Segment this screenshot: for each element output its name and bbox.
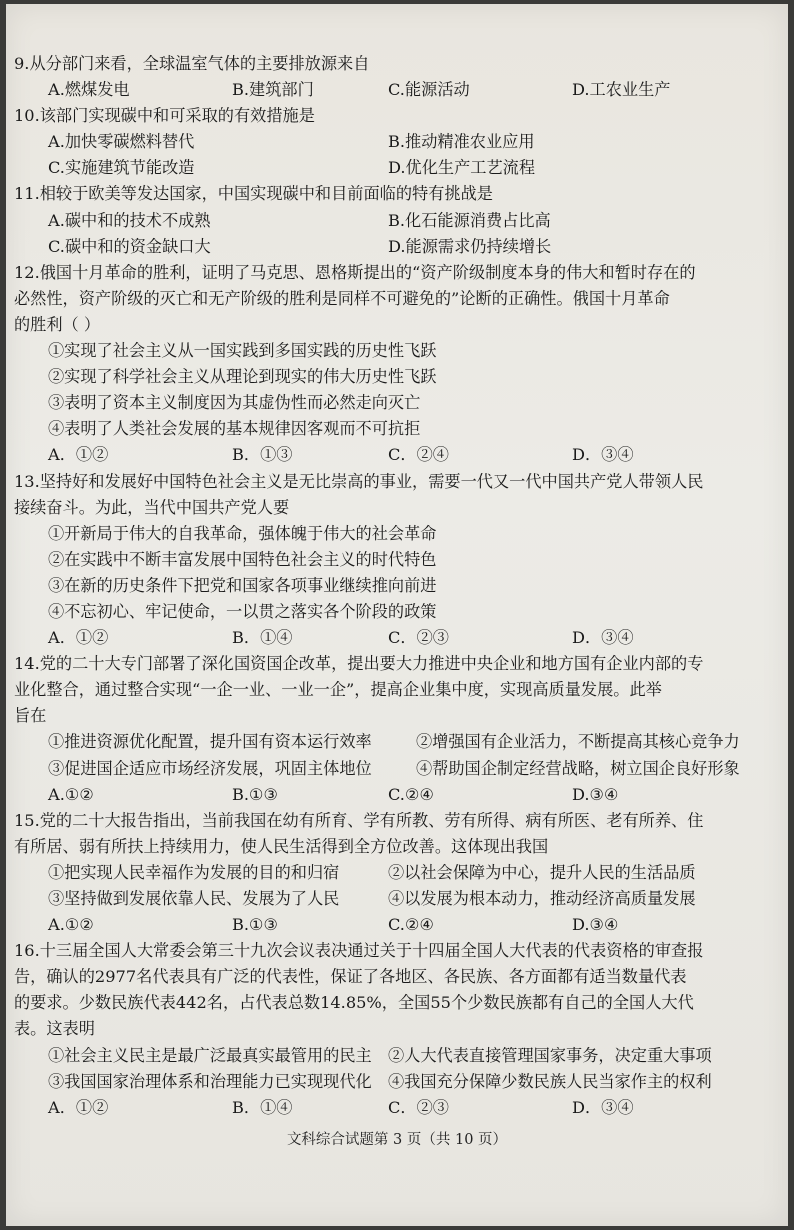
statement-item: ③在新的历史条件下把党和国家各项事业继续推向前进 <box>48 575 437 595</box>
statement-item: ①社会主义民主是最广泛最真实最管用的民主 <box>48 1045 372 1065</box>
answer-option: D.③④ <box>572 915 619 935</box>
question-stem: 14.党的二十大专门部署了深化国资国企改革，提出要大力推进中央企业和地方国有企业内部的专 <box>14 654 704 674</box>
answer-option: B.①③ <box>232 915 279 935</box>
statement-item: ④表明了人类社会发展的基本规律因客观而不可抗拒 <box>48 419 421 439</box>
question-stem: 告，确认的2977名代表具有广泛的代表性，保证了各地区、各民族、各方面都有适当数量代表 <box>14 967 687 987</box>
question-block <box>14 808 774 938</box>
statement-item: ③我国国家治理体系和治理能力已实现现代化 <box>48 1071 372 1091</box>
question-block <box>14 51 774 103</box>
statement-item: ②增强国有企业活力，不断提高其核心竞争力 <box>416 732 740 752</box>
options-row <box>14 155 774 181</box>
answer-option: C．②③ <box>388 1097 449 1117</box>
answer-option: B．①④ <box>232 628 293 648</box>
answer-option: C.能源活动 <box>388 80 470 100</box>
answer-option: C.实施建筑节能改造 <box>48 158 195 178</box>
answer-option: B.建筑部门 <box>232 80 314 100</box>
question-stem: 表。这表明 <box>14 1019 95 1039</box>
question-stem: 必然性，资产阶级的灭亡和无产阶级的胜利是同样不可避免的”论断的正确性。俄国十月革命 <box>14 288 670 308</box>
options-row <box>14 782 774 808</box>
statement-item: ②以社会保障为中心，提升人民的生活品质 <box>388 862 696 882</box>
statement-row <box>14 886 774 912</box>
answer-option: D．③④ <box>572 628 634 648</box>
answer-option: A.碳中和的技术不成熟 <box>48 210 211 230</box>
answer-option: C.碳中和的资金缺口大 <box>48 236 211 256</box>
statement-item: ④我国充分保障少数民族人民当家作主的权利 <box>388 1071 712 1091</box>
answer-option: C.②④ <box>388 915 434 935</box>
question-stem: 业化整合，通过整合实现“一企一业、一业一企”，提高企业集中度，实现高质量发展。此举 <box>14 680 662 700</box>
question-block <box>14 260 774 469</box>
statement-item: ①推进资源优化配置，提升国有资本运行效率 <box>48 732 372 752</box>
answer-option: C.②④ <box>388 784 434 804</box>
question-stem: 13.坚持好和发展好中国特色社会主义是无比崇高的事业，需要一代又一代中国共产党人带领人民 <box>14 471 704 491</box>
answer-option: B.化石能源消费占比高 <box>388 210 551 230</box>
options-row <box>14 129 774 155</box>
exam-page <box>6 4 788 1226</box>
answer-option: A.①② <box>48 915 94 935</box>
question-block <box>14 651 774 808</box>
question-stem: 15.党的二十大报告指出，当前我国在幼有所育、学有所教、劳有所得、病有所医、老有所养、住 <box>14 810 704 830</box>
question-stem: 12.俄国十月革命的胜利，证明了马克思、恩格斯提出的“资产阶级制度本身的伟大和暂时存在的 <box>14 262 696 282</box>
options-row <box>14 625 774 651</box>
statement-item: ①开新局于伟大的自我革命，强体魄于伟大的社会革命 <box>48 523 437 543</box>
statement-item: ②人大代表直接管理国家事务，决定重大事项 <box>388 1045 712 1065</box>
question-stem: 16.十三届全国人大常委会第三十九次会议表决通过关于十四届全国人大代表的代表资格的审查报 <box>14 941 704 961</box>
answer-option: B.①③ <box>232 784 279 804</box>
statement-item: ③坚持做到发展依靠人民、发展为了人民 <box>48 889 340 908</box>
answer-option: B．①④ <box>232 1097 293 1117</box>
question-stem: 9.从分部门来看，全球温室气体的主要排放源来自 <box>14 54 370 73</box>
statement-item: ①实现了社会主义从一国实践到多国实践的历史性飞跃 <box>48 341 437 361</box>
answer-option: D．③④ <box>572 445 634 465</box>
answer-option: D.工农业生产 <box>572 80 671 100</box>
statement-row <box>14 729 774 755</box>
answer-option: C．②④ <box>388 445 449 465</box>
statement-item: ④以发展为根本动力，推动经济高质量发展 <box>388 889 696 908</box>
question-block <box>14 469 774 652</box>
question-list <box>14 51 774 1121</box>
options-row <box>14 77 774 103</box>
question-block <box>14 103 774 181</box>
statement-item: ②实现了科学社会主义从理论到现实的伟大历史性飞跃 <box>48 367 437 387</box>
question-stem: 的胜利（ ） <box>14 314 101 334</box>
options-row <box>14 208 774 234</box>
options-row <box>14 1095 774 1121</box>
statement-item: ②在实践中不断丰富发展中国特色社会主义的时代特色 <box>48 549 437 569</box>
answer-option: B．①③ <box>232 445 293 465</box>
statement-row <box>14 1043 774 1069</box>
options-row <box>14 442 774 468</box>
answer-option: A.燃煤发电 <box>48 80 130 100</box>
statement-row <box>14 860 774 886</box>
answer-option: D．③④ <box>572 1097 634 1117</box>
statement-item: ④不忘初心、牢记使命，一以贯之落实各个阶段的政策 <box>48 601 437 621</box>
question-stem: 旨在 <box>14 706 47 726</box>
question-block <box>14 181 774 259</box>
question-stem: 10.该部门实现碳中和可采取的有效措施是 <box>14 106 315 126</box>
answer-option: D.优化生产工艺流程 <box>388 158 536 178</box>
statement-item: ①把实现人民幸福作为发展的目的和归宿 <box>48 862 340 882</box>
statement-item: ③表明了资本主义制度因为其虚伪性而必然走向灭亡 <box>48 393 421 413</box>
answer-option: D.能源需求仍持续增长 <box>388 236 552 256</box>
question-stem: 接续奋斗。为此，当代中国共产党人要 <box>14 497 290 517</box>
options-row <box>14 912 774 938</box>
question-stem: 11.相较于欧美等发达国家，中国实现碳中和目前面临的特有挑战是 <box>14 184 493 204</box>
question-stem: 有所居、弱有所扶上持续用力，使人民生活得到全方位改善。这体现出我国 <box>14 836 549 856</box>
statement-row <box>14 756 774 782</box>
statement-item: ③促进国企适应市场经济发展，巩固主体地位 <box>48 758 372 778</box>
question-block <box>14 938 774 1121</box>
answer-option: A．①② <box>48 1097 109 1117</box>
answer-option: A.加快零碳燃料替代 <box>48 132 195 152</box>
answer-option: A.①② <box>48 784 94 804</box>
options-row <box>14 234 774 260</box>
statement-row <box>14 1069 774 1095</box>
answer-option: A．①② <box>48 445 109 465</box>
statement-item: ④帮助国企制定经营战略，树立国企良好形象 <box>416 758 740 778</box>
answer-option: B.推动精准农业应用 <box>388 132 535 152</box>
answer-option: A．①② <box>48 628 109 648</box>
page-footer: 文科综合试题第 3 页（共 10 页） <box>286 1132 508 1148</box>
answer-option: C．②③ <box>388 628 449 648</box>
answer-option: D.③④ <box>572 784 619 804</box>
question-stem: 的要求。少数民族代表442名，占代表总数14.85%，全国55个少数民族都有自己的全国人大代 <box>14 993 694 1013</box>
